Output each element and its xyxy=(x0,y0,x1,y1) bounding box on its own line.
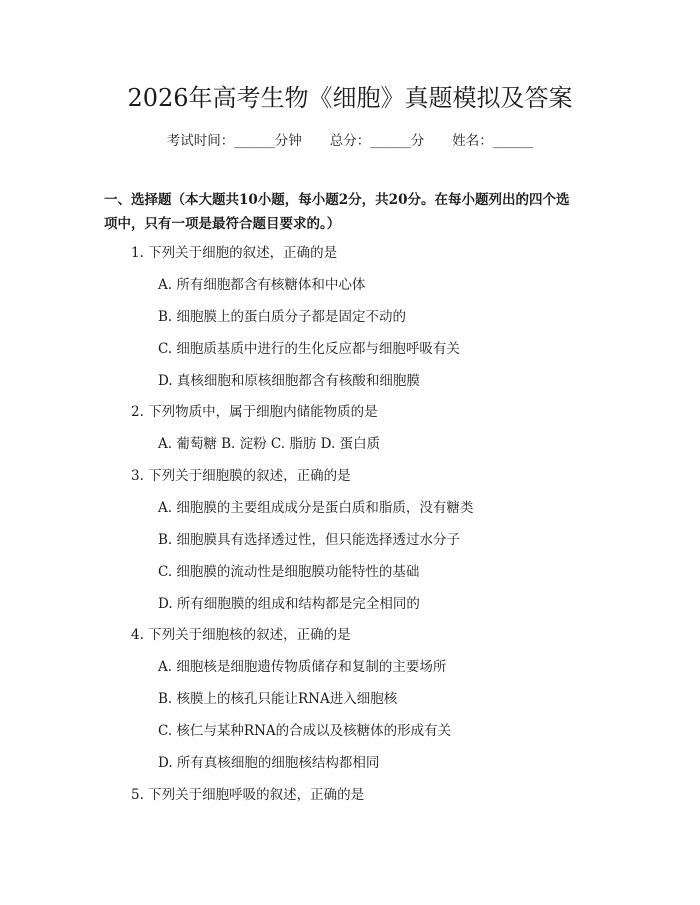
question-5-stem: 5. 下列关于细胞呼吸的叙述，正确的是 xyxy=(131,787,365,803)
question-4-option-b: B. 核膜上的核孔只能让RNA进入细胞核 xyxy=(158,691,398,707)
question-1-option-d: D. 真核细胞和原核细胞都含有核酸和细胞膜 xyxy=(158,373,420,389)
question-3-option-d: D. 所有细胞膜的组成和结构都是完全相同的 xyxy=(158,596,420,612)
exam-info-line xyxy=(0,132,700,150)
question-4-option-a: A. 细胞核是细胞遗传物质储存和复制的主要场所 xyxy=(158,659,447,675)
question-1-option-b: B. 细胞膜上的蛋白质分子都是固定不动的 xyxy=(158,309,407,325)
exam-time-field: 考试时间：______分钟 xyxy=(166,133,302,149)
question-2-stem: 2. 下列物质中，属于细胞内储能物质的是 xyxy=(131,404,378,420)
question-1-stem: 1. 下列关于细胞的叙述，正确的是 xyxy=(131,245,338,261)
question-4-option-c: C. 核仁与某种RNA的合成以及核糖体的形成有关 xyxy=(158,723,452,739)
section-heading-line-1: 一、选择题（本大题共10小题，每小题2分，共20分。在每小题列出的四个选 xyxy=(104,192,570,208)
question-2-options: A. 葡萄糖 B. 淀粉 C. 脂肪 D. 蛋白质 xyxy=(158,436,381,452)
section-heading xyxy=(104,188,596,236)
question-3-stem: 3. 下列关于细胞膜的叙述，正确的是 xyxy=(131,468,351,484)
page-title: 2026年高考生物《细胞》真题模拟及答案 xyxy=(127,84,573,112)
question-1-option-a: A. 所有细胞都含有核糖体和中心体 xyxy=(158,277,366,293)
section-heading-line-2: 项中，只有一项是最符合题目要求的。） xyxy=(104,216,341,232)
question-3-option-b: B. 细胞膜具有选择透过性，但只能选择透过水分子 xyxy=(158,532,461,548)
question-3-option-a: A. 细胞膜的主要组成成分是蛋白质和脂质，没有糖类 xyxy=(158,500,474,516)
question-1-option-c: C. 细胞质基质中进行的生化反应都与细胞呼吸有关 xyxy=(158,341,460,357)
question-3-option-c: C. 细胞膜的流动性是细胞膜功能特性的基础 xyxy=(158,564,420,580)
total-score-field: 总分：______分 xyxy=(329,133,425,149)
student-name-field: 姓名：______ xyxy=(452,133,534,149)
question-4-option-d: D. 所有真核细胞的细胞核结构都相同 xyxy=(158,755,380,771)
question-4-stem: 4. 下列关于细胞核的叙述，正确的是 xyxy=(131,627,351,643)
